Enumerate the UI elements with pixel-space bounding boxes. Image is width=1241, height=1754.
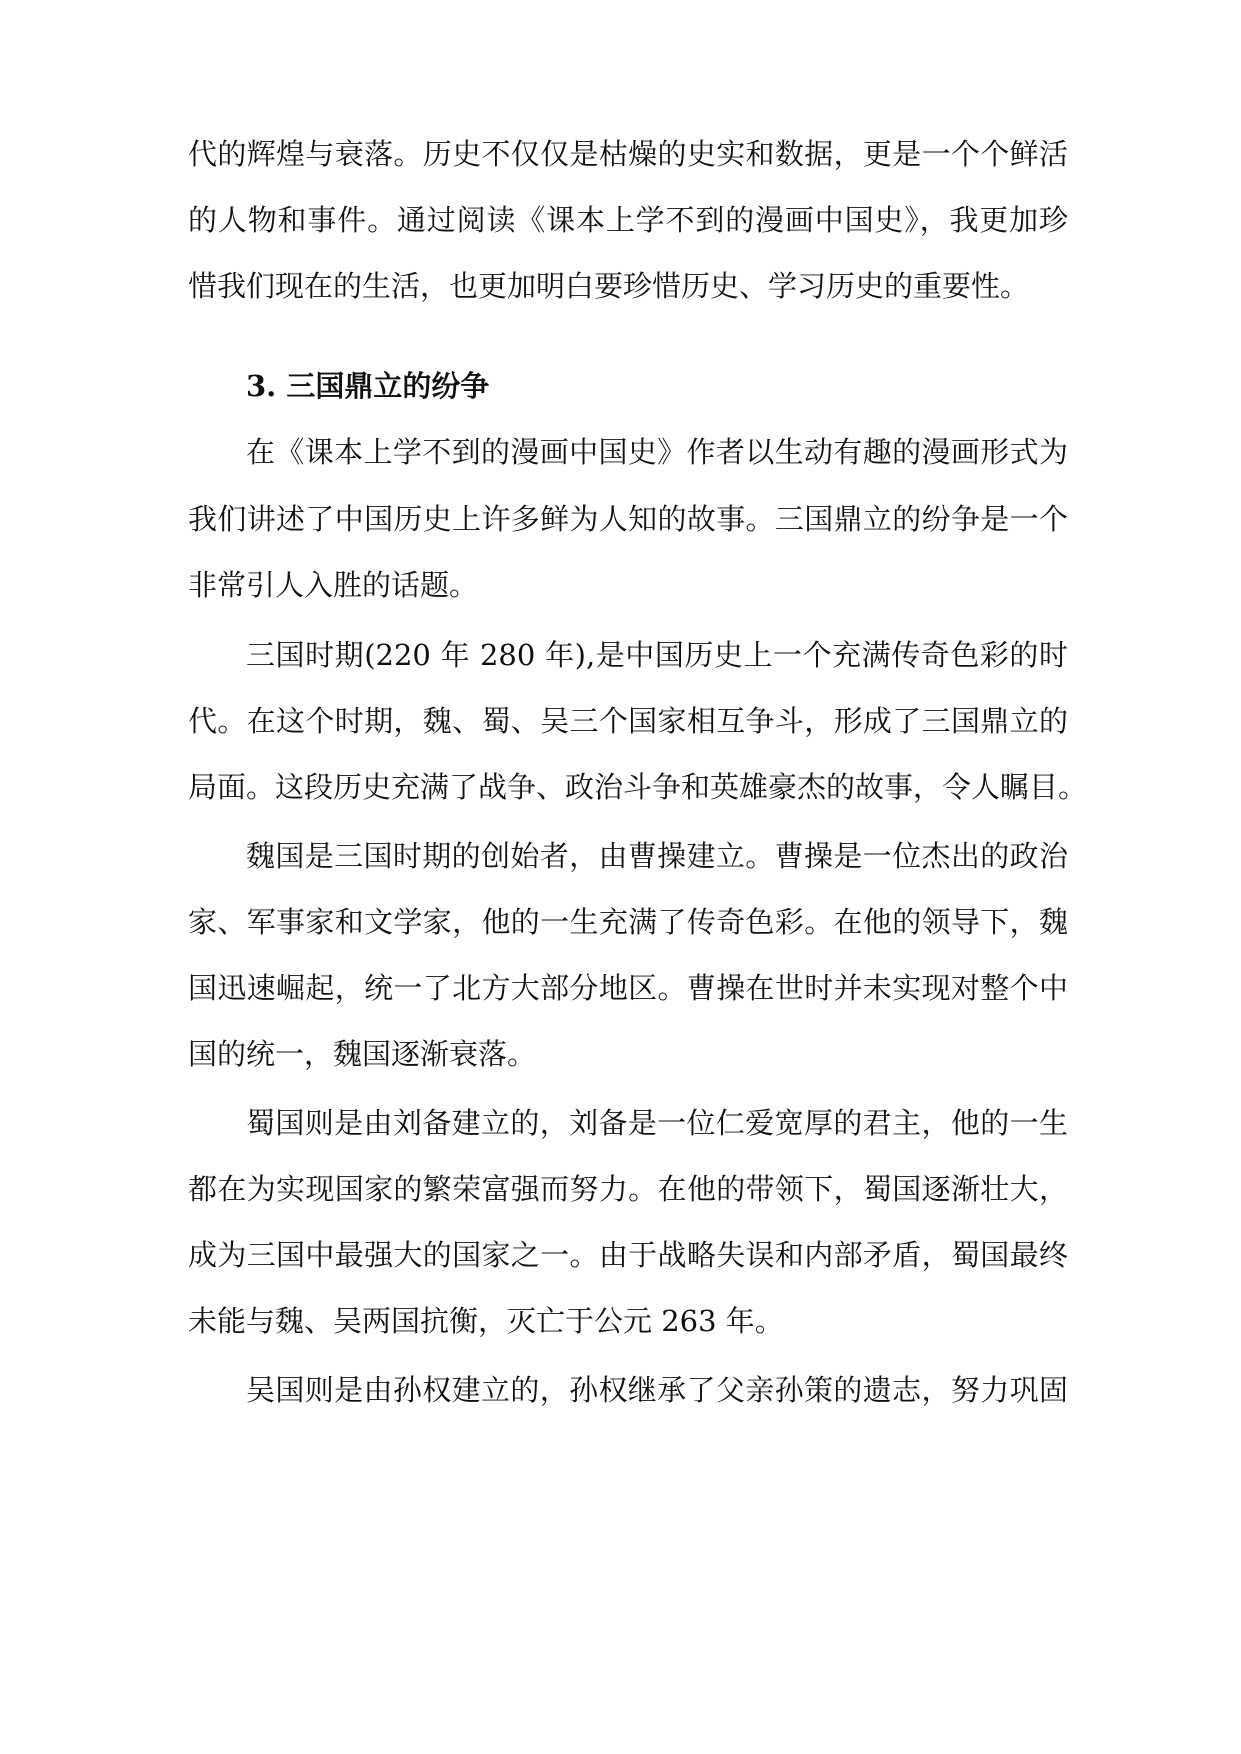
paragraph-1-line-2: 我们讲述了中国历史上许多鲜为人知的故事。三国鼎立的纷争是一个 <box>188 502 1068 536</box>
paragraph-4-line-4: 未能与魏、吴两国抗衡，灭亡于公元 263 年。 <box>188 1304 784 1338</box>
paragraph-2-line-1: 三国时期(220 年 280 年),是中国历史上一个充满传奇色彩的时 <box>246 638 1068 672</box>
intro-line-3: 惜我们现在的生活，也更加明白要珍惜历史、学习历史的重要性。 <box>188 269 1030 303</box>
intro-line-1: 代的辉煌与衰落。历史不仅仅是枯燥的史实和数据，更是一个个鲜活 <box>188 137 1068 171</box>
paragraph-4-line-1: 蜀国则是由刘备建立的，刘备是一位仁爱宽厚的君主，他的一生 <box>246 1106 1068 1140</box>
section-heading: 3. 三国鼎立的纷争 <box>246 369 490 403</box>
paragraph-4-line-3: 成为三国中最强大的国家之一。由于战略失误和内部矛盾，蜀国最终 <box>188 1238 1068 1272</box>
paragraph-3-line-2: 家、军事家和文学家，他的一生充满了传奇色彩。在他的领导下，魏 <box>188 905 1068 939</box>
intro-line-2: 的人物和事件。通过阅读《课本上学不到的漫画中国史》，我更加珍 <box>188 203 1068 237</box>
paragraph-2-line-3: 局面。这段历史充满了战争、政治斗争和英雄豪杰的故事，令人瞩目。 <box>188 770 1088 804</box>
paragraph-2-line-2: 代。在这个时期，魏、蜀、吴三个国家相互争斗，形成了三国鼎立的 <box>188 704 1068 738</box>
paragraph-1-line-1: 在《课本上学不到的漫画中国史》作者以生动有趣的漫画形式为 <box>246 435 1068 469</box>
paragraph-3-line-1: 魏国是三国时期的创始者，由曹操建立。曹操是一位杰出的政治 <box>246 839 1068 873</box>
paragraph-1-line-3: 非常引人入胜的话题。 <box>188 568 479 602</box>
paragraph-5-line-1: 吴国则是由孙权建立的，孙权继承了父亲孙策的遗志，努力巩固 <box>246 1373 1068 1407</box>
paragraph-3-line-3: 国迅速崛起，统一了北方大部分地区。曹操在世时并未实现对整个中 <box>188 971 1068 1005</box>
paragraph-3-line-4: 国的统一，魏国逐渐衰落。 <box>188 1037 537 1071</box>
paragraph-4-line-2: 都在为实现国家的繁荣富强而努力。在他的带领下，蜀国逐渐壮大， <box>188 1172 1068 1206</box>
